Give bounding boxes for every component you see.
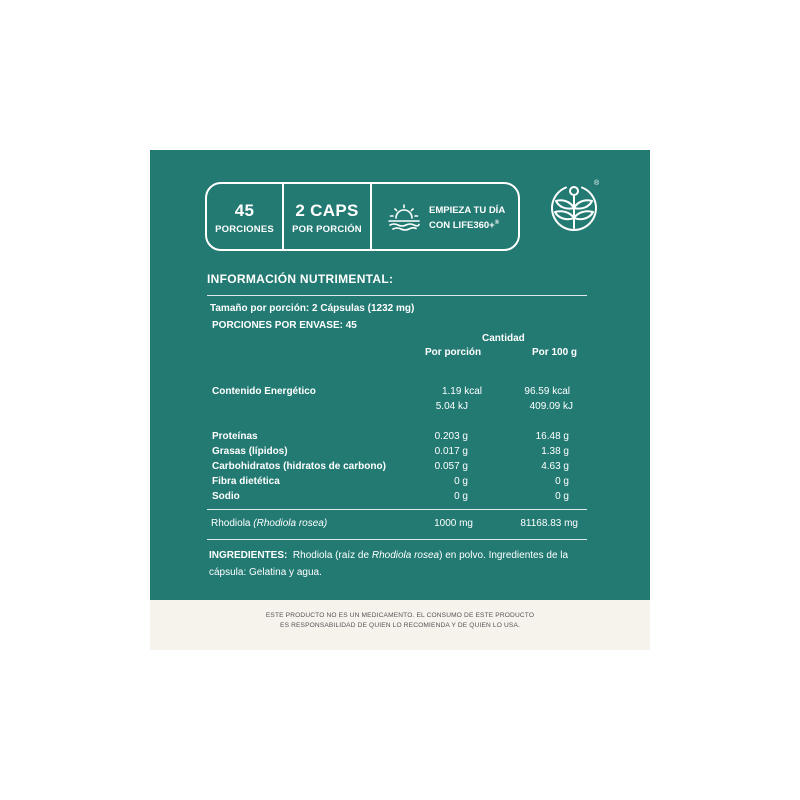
nutrition-panel [150,150,650,600]
nutrient-per-100g: 16.48 g [535,431,569,442]
nutrient-per-100g: 4.63 g [541,461,569,472]
column-group-header: Cantidad [482,333,525,344]
summary-badge [205,182,520,251]
rhodiola-name: Rhodiola [211,518,251,529]
energy-kcal-per-serving: 1.19 kcal [441,386,482,397]
rhodiola-per-serving: 1000 mg [434,518,473,529]
energy-label: Contenido Energético [212,386,316,397]
nutrient-per-100g: 1.38 g [541,446,569,457]
energy-kj-per-100g: 409.09 kJ [529,401,573,412]
disclaimer-line-2: ES RESPONSABILIDAD DE QUIEN LO RECOMIENDA Y DE QUIEN LO USA. [280,622,520,629]
energy-kcal-per-100g: 96.59 kcal [524,386,570,397]
caps-cell [284,184,370,249]
nutrient-label: Carbohidratos (hidratos de carbono) [212,461,386,472]
nutrient-per-serving: 0.057 g [434,461,468,472]
servings-number: 45 [234,201,255,220]
column-header-per-100g: Por 100 g [532,347,578,358]
divider-line [207,295,587,296]
ingredients-text-2: ) en polvo. Ingredientes de la cápsula: Gelatina y agua. [209,550,569,578]
nutrient-per-100g: 0 g [555,491,569,502]
servings-per-container: PORCIONES POR ENVASE: 45 [212,320,357,331]
rhodiola-latin-name: (Rhodiola rosea) [253,518,328,529]
rhodiola-label [211,518,327,529]
disclaimer-text [150,611,650,631]
caps-label: POR PORCIÓN [292,224,362,235]
nutrient-per-100g: 0 g [555,476,569,487]
ingredients [209,547,599,581]
leaf-logo-icon [548,182,600,234]
ingredients-text-1: Rhodiola (raíz de [292,550,370,561]
servings-label: PORCIONES [215,224,274,235]
slogan-line-2 [429,217,505,232]
divider-line [207,509,587,510]
nutrient-label: Fibra dietética [212,476,280,487]
slogan-line-1: EMPIEZA TU DÍA [429,205,506,216]
slogan-cell [372,184,518,249]
nutrient-per-serving: 0.017 g [434,446,468,457]
energy-kj-per-serving: 5.04 kJ [435,401,468,412]
slogan [429,204,505,232]
logo-registered-mark: ® [594,180,600,187]
nutrient-label: Grasas (lípidos) [212,446,288,457]
ingredients-latin: Rhodiola rosea [371,550,440,561]
column-header-per-serving: Por porción [425,347,482,358]
rhodiola-per-100g: 81168.83 mg [520,518,578,529]
disclaimer-footer [150,600,650,650]
section-title: INFORMACIÓN NUTRIMENTAL: [207,272,394,286]
slogan-registered-mark: ® [494,220,500,226]
serving-size: Tamaño por porción: 2 Cápsulas (1232 mg) [210,303,415,314]
nutrient-per-serving: 0.203 g [434,431,468,442]
slogan-line-2-text: CON LIFE360+ [429,220,495,232]
disclaimer-line-1: ESTE PRODUCTO NO ES UN MEDICAMENTO. EL CONSUMO DE ESTE PRODUCTO [265,612,535,619]
servings-cell [207,184,282,249]
divider-line [207,539,587,540]
nutrient-label: Sodio [212,491,240,502]
nutrient-per-serving: 0 g [454,476,468,487]
nutrient-per-serving: 0 g [454,491,468,502]
nutrient-label: Proteínas [212,431,258,442]
sunrise-icon [387,203,421,231]
ingredients-label: INGREDIENTES: [209,550,288,561]
caps-number: 2 CAPS [295,201,359,220]
